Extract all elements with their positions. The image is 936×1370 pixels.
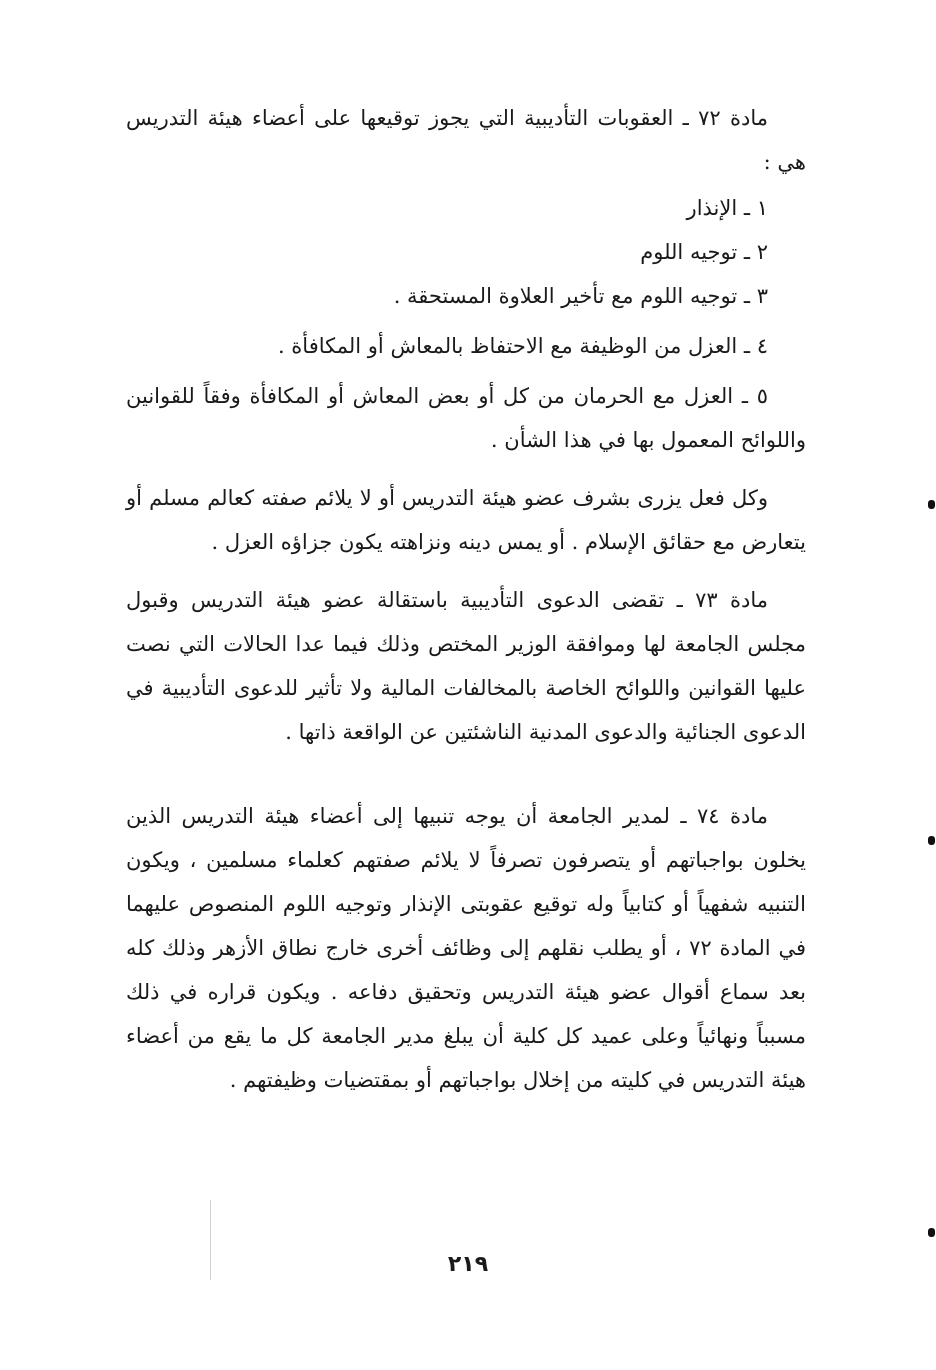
scan-edge-mark bbox=[928, 1228, 935, 1237]
scan-edge-mark bbox=[928, 836, 935, 845]
scan-edge-mark bbox=[928, 500, 935, 509]
scan-artifact-line bbox=[210, 1200, 211, 1280]
article-72-intro: مادة ٧٢ ـ العقوبات التأديبية التي يجوز توقيعها على أعضاء هيئة التدريس هي : bbox=[126, 106, 806, 174]
penalty-item-1: ١ ـ الإنذار bbox=[686, 196, 768, 220]
document-page bbox=[126, 96, 806, 1102]
penalty-item-2: ٢ ـ توجيه اللوم bbox=[640, 240, 768, 264]
article-74: مادة ٧٤ ـ لمدير الجامعة أن يوجه تنبيها إلى أعضاء هيئة التدريس الذين يخلون بواجباتهم أو يتصرفون تصرفاً لا يلائم صفتهم كعلماء مسلمين ، ويكون التنبيه شفهياً أو كتابياً وله توقيع عقوبتى الإنذار وتوجيه اللوم المنصوص عليهما في المادة ٧٢ ، أو يطلب نقلهم إلى وظائف أخرى خارج نطاق الأزهر وذلك كله بعد سماع أقوال عضو هيئة التدريس وتحقيق دفاعه . ويكون قراره في ذلك مسبباً ونهائياً وعلى عميد كل كلية أن يبلغ مدير الجامعة كل ما يقع من أعضاء هيئة التدريس في كليته من إخلال بواجباتهم أو بمقتضيات وظيفتهم . bbox=[126, 804, 806, 1092]
article-72-closing: وكل فعل يزرى بشرف عضو هيئة التدريس أو لا يلائم صفته كعالم مسلم أو يتعارض مع حقائق الإسلام . أو يمس دينه ونزاهته يكون جزاؤه العزل . bbox=[126, 486, 806, 554]
penalty-item-3: ٣ ـ توجيه اللوم مع تأخير العلاوة المستحقة . bbox=[393, 284, 768, 308]
penalties-list bbox=[126, 186, 806, 368]
penalty-item-5: ٥ ـ العزل مع الحرمان من كل أو بعض المعاش أو المكافأة وفقاً للقوانين واللوائح المعمول بها في هذا الشأن . bbox=[126, 384, 806, 452]
penalty-item-4: ٤ ـ العزل من الوظيفة مع الاحتفاظ بالمعاش أو المكافأة . bbox=[277, 334, 768, 358]
article-73: مادة ٧٣ ـ تقضى الدعوى التأديبية باستقالة عضو هيئة التدريس وقبول مجلس الجامعة لها وموافقة الوزير المختص وذلك فيما عدا الحالات التي نصت عليها القوانين واللوائح الخاصة بالمخالفات المالية ولا تأثير للدعوى التأديبية في الدعوى الجنائية والدعوى المدنية الناشئتين عن الواقعة ذاتها . bbox=[126, 588, 806, 744]
page-number: ٢١٩ bbox=[447, 1252, 489, 1277]
